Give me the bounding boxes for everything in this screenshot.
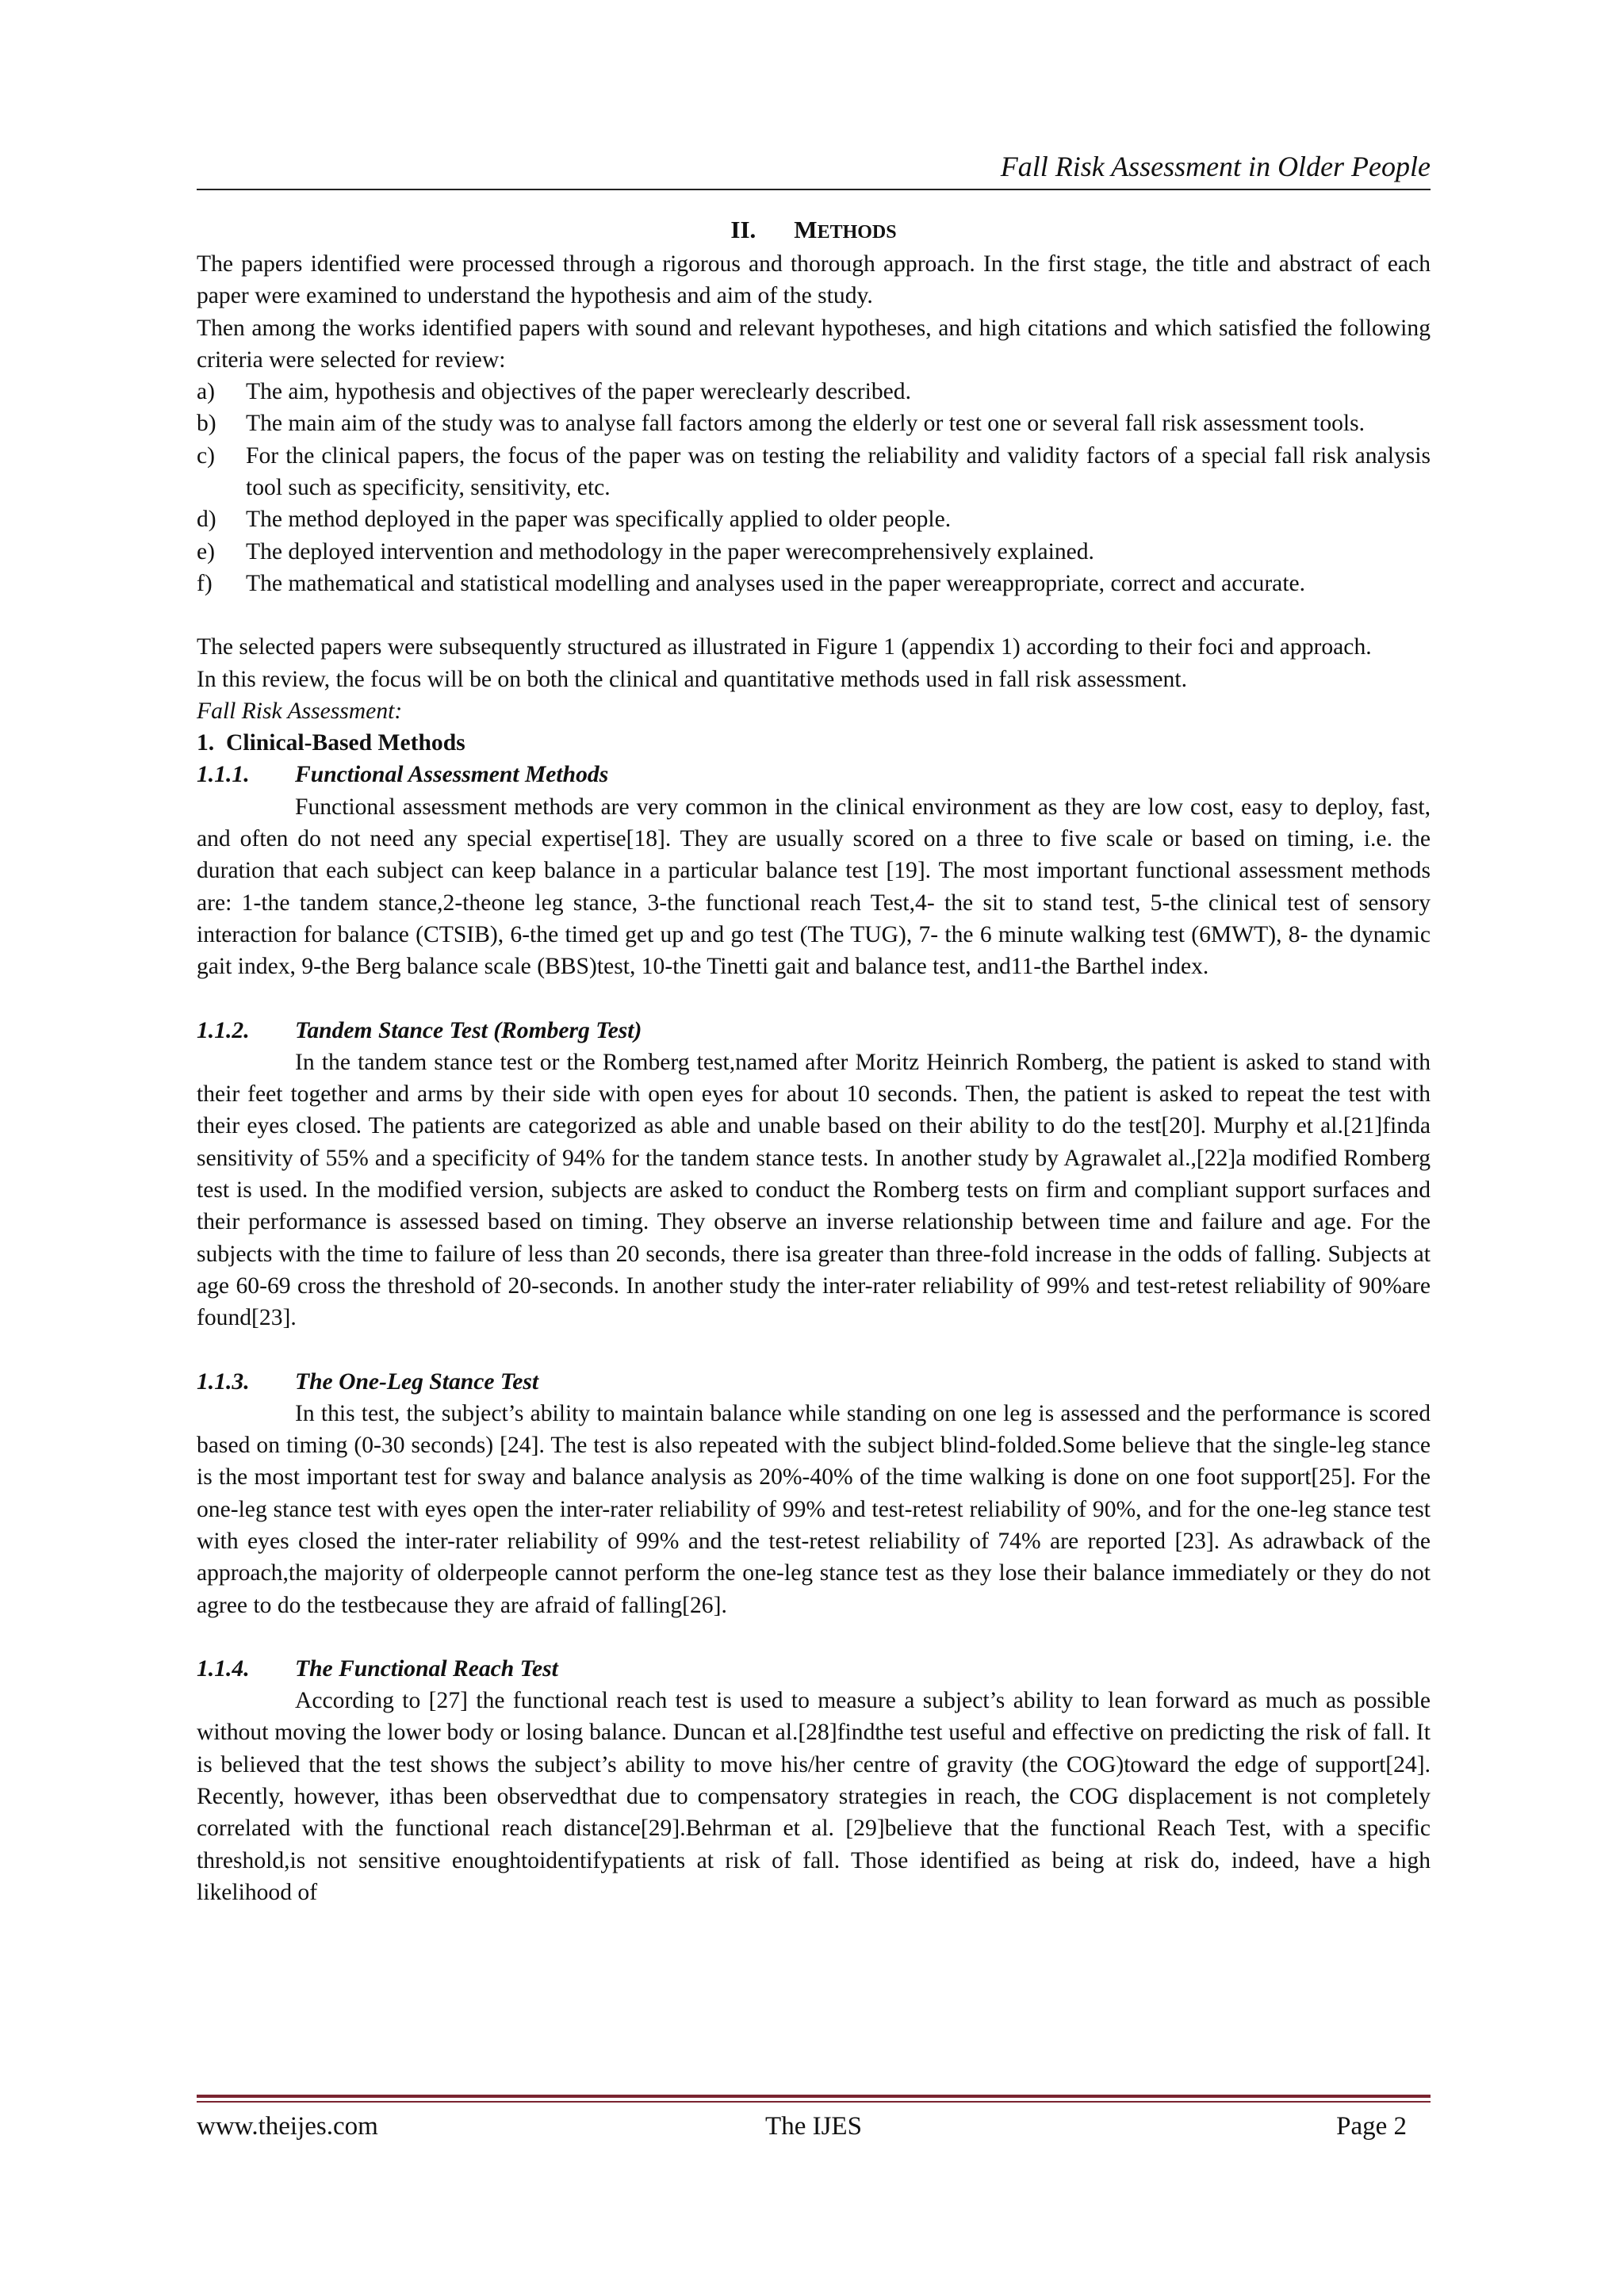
paragraph-gap — [197, 983, 1431, 1015]
section-number: II. — [730, 216, 756, 243]
footer-website: www.theijes.com — [197, 2112, 378, 2141]
subsection-number: 1.1.1. — [197, 762, 250, 788]
body-paragraph: The selected papers were subsequently structured as illustrated in Figure 1 (appendix 1) according to their foci and approach. — [197, 634, 1372, 660]
subsection-heading — [197, 759, 1431, 790]
criteria-item — [197, 376, 1431, 408]
criteria-label: c) — [197, 442, 215, 469]
criteria-item — [197, 440, 1431, 504]
criteria-text: The method deployed in the paper was specifically applied to older people. — [246, 507, 952, 533]
paper-page — [197, 149, 1431, 1908]
intro-paragraph: The papers identified were processed through a rigorous and thorough approach. In the first stage, the title and abstract of each paper were examined to understand the hypothesis and aim of the study. — [197, 251, 1431, 309]
section-title-rest: ETHODS — [817, 222, 897, 243]
section-title-initial: M — [794, 216, 818, 243]
subsection-heading — [197, 1015, 1431, 1047]
criteria-label: a) — [197, 379, 215, 405]
subsection-paragraph: Functional assessment methods are very common in the clinical environment as they are low cost, easy to deploy, fast, and often do not need any special expertise[18]. They are usually scored on a three to five scale or based on timing, i.e. the duration that each subject can keep balance in a particular balance test [19]. The most important functional assessment methods are: 1-the tandem stance,2-theone leg stance, 3-the functional reach Test,4- the sit to stand test, 5-the clinical test of sensory interaction for balance (CTSIB), 6-the timed get up and go test (The TUG), 7- the 6 minute walking test (6MWT), 8- the dynamic gait index, 9-the Berg balance scale (BBS)test, 10-the Tinetti gait and balance test, and11-the Barthel index. — [197, 794, 1431, 980]
section-heading — [197, 214, 1431, 248]
intro-paragraph: Then among the works identified papers with sound and relevant hypotheses, and high citations and which satisfied the following criteria were selected for review: — [197, 315, 1431, 373]
criteria-item — [197, 408, 1431, 439]
subsection-title: Tandem Stance Test (Romberg Test) — [295, 1017, 642, 1043]
subsection-title: The Functional Reach Test — [295, 1655, 558, 1682]
page-footer — [197, 2095, 1431, 2145]
criteria-text: The aim, hypothesis and objectives of the paper wereclearly described. — [246, 379, 911, 405]
criteria-list — [197, 376, 1431, 599]
subsection-paragraph: In this test, the subject’s ability to maintain balance while standing on one leg is assessed and the performance is scored based on timing (0-30 seconds) [24]. The test is also repeated with the subject blind-folded.Some believe that the single-leg stance is the most important test for sway and balance analysis as 20%-40% of the time walking is done on one foot support[25]. For the one-leg stance test with eyes open the inter-rater reliability of 99% and test-retest reliability of 90%, and for the one-leg stance test with eyes closed the inter-rater reliability of 99% and the test-retest reliability of 74% are reported [23]. As adrawback of the approach,the majority of olderpeople cannot perform the one-leg stance test as they lose their balance immediately or they do not agree to do the testbecause they are afraid of falling[26]. — [197, 1400, 1431, 1618]
paragraph-gap — [197, 1621, 1431, 1653]
fall-risk-label: Fall Risk Assessment: — [197, 698, 403, 724]
criteria-text: The main aim of the study was to analyse fall factors among the elderly or test one or several fall risk assessment tools. — [246, 411, 1365, 437]
criteria-text: The mathematical and statistical modelling and analyses used in the paper wereappropriate, correct and accurate. — [246, 570, 1306, 596]
criteria-label: d) — [197, 507, 216, 533]
footer-journal: The IJES — [765, 2112, 862, 2141]
footer-rule — [197, 2101, 1431, 2103]
paragraph-gap — [197, 1334, 1431, 1366]
criteria-label: b) — [197, 411, 216, 437]
criteria-item — [197, 503, 1431, 535]
section-body — [197, 248, 1431, 1908]
criteria-label: f) — [197, 570, 213, 596]
body-paragraph: In this review, the focus will be on both the clinical and quantitative methods used in fall risk assessment. — [197, 666, 1187, 692]
subsection-paragraph: In the tandem stance test or the Romberg test,named after Moritz Heinrich Romberg, the patient is asked to stand with their feet together and arms by their side with open eyes for about 10 seconds. Then, the patient is asked to repeat the test with their eyes closed. The patients are categorized as able and unable based on their ability to do the test[20]. Murphy et al.[21]finda sensitivity of 55% and a specificity of 94% for the tandem stance tests. In another study by Agrawalet al.,[22]a modified Romberg test is used. In the modified version, subjects are asked to conduct the Romberg tests on firm and compliant support surfaces and their performance is assessed based on timing. They observe an inverse relationship between time and failure and age. For the subjects with the time to failure of less than 20 seconds, there isa greater than three-fold increase in the odds of falling. Subjects at age 60-69 cross the threshold of 20-seconds. In another study the inter-rater reliability of 99% and test-retest reliability of 90%are found[23]. — [197, 1049, 1431, 1331]
subsection-title: The One-Leg Stance Test — [295, 1368, 539, 1395]
footer-rule — [197, 2095, 1431, 2098]
subsection-paragraph: According to [27] the functional reach test is used to measure a subject’s ability to lean forward as much as possible without moving the lower body or losing balance. Duncan et al.[28]findthe test useful and effective on predicting the risk of fall. It is believed that the test shows the subject’s ability to move his/her centre of gravity (the COG)toward the edge of support[24]. Recently, however, ithas been observedthat due to compensatory strategies in reach, the COG displacement is not completely correlated with the functional reach distance[29].Behrman et al. [29]believe that the functional Reach Test, with a specific threshold,is not sensitive enoughtoidentifypatients at risk of fall. Those identified as being at risk do, indeed, have a high likelihood of — [197, 1688, 1431, 1905]
footer-page-number: Page 2 — [1336, 2112, 1407, 2141]
clinical-methods-heading: 1. Clinical-Based Methods — [197, 730, 465, 756]
subsection-number: 1.1.2. — [197, 1017, 250, 1043]
subsection-number: 1.1.4. — [197, 1655, 250, 1682]
footer-row — [197, 2107, 1431, 2145]
criteria-text: The deployed intervention and methodology in the paper werecomprehensively explained. — [246, 538, 1094, 564]
running-header: Fall Risk Assessment in Older People — [197, 149, 1431, 190]
subsection-heading — [197, 1653, 1431, 1685]
criteria-label: e) — [197, 538, 215, 564]
subsection-heading — [197, 1366, 1431, 1398]
paragraph-gap — [197, 599, 1431, 631]
criteria-item — [197, 536, 1431, 568]
subsection-number: 1.1.3. — [197, 1368, 250, 1395]
criteria-item — [197, 568, 1431, 599]
subsection-title: Functional Assessment Methods — [295, 762, 609, 788]
criteria-text: For the clinical papers, the focus of the paper was on testing the reliability and validity factors of a special fall risk analysis tool such as specificity, sensitivity, etc. — [246, 442, 1431, 501]
